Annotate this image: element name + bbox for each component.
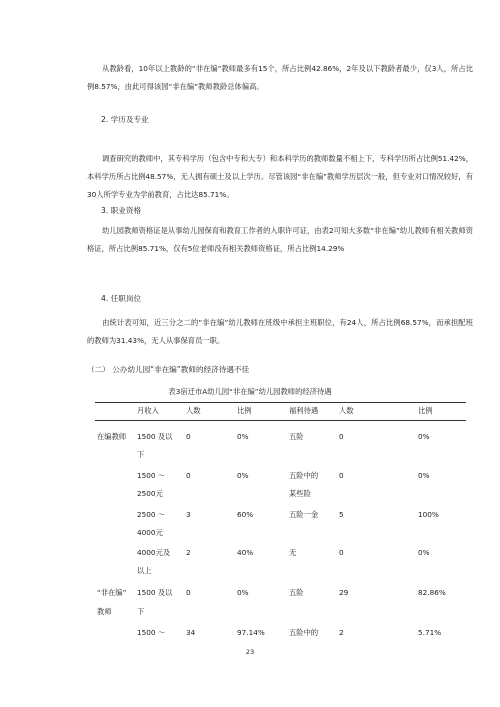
section-heading: （二） 公办幼儿园“非在编”教师的经济待遇不佳 [87, 365, 250, 374]
cell-income-cont: 4000元 [137, 528, 163, 537]
cell-welfare-ratio: 0% [418, 432, 430, 441]
cell-welfare-count: 2 [339, 628, 344, 637]
paragraph-position: 由统计表可知，近三分之二的“非在编”幼儿教师在班级中承担主班职位，有24人，所占比例68.57%，而承担配班的教师为31.43%，无人从事保育员一职。 [87, 318, 473, 345]
cell-welfare: 五险 [289, 432, 304, 441]
cell-income: 4000元及 [137, 548, 171, 557]
cell-welfare: 五险 [289, 588, 304, 597]
header-welfare: 福利待遇 [289, 406, 319, 415]
header-income: 月收入 [137, 406, 159, 415]
cell-ratio: 0% [237, 588, 249, 597]
table-header-rule [95, 420, 466, 421]
heading-education: 2. 学历及专业 [101, 115, 149, 124]
group-label-tenured: 在编教师 [97, 432, 127, 441]
page-number: 23 [245, 648, 255, 656]
cell-count: 2 [186, 548, 191, 557]
cell-income: 1500 ～ [137, 628, 166, 637]
cell-welfare: 五险中的 [289, 471, 319, 480]
cell-welfare-cont: 某些险 [289, 489, 311, 498]
cell-welfare-count: 0 [339, 432, 344, 441]
cell-ratio: 60% [237, 510, 254, 519]
cell-income: 2500 ～ [137, 510, 166, 519]
cell-ratio: 97.14% [237, 628, 265, 637]
cell-ratio: 40% [237, 548, 254, 557]
paragraph-education: 调查研究的教师中，其专科学历（包含中专和大专）和本科学历的教师数量不相上下，专科学历所占比例51.42%，本科学历所占比例48.57%，无人拥有硕士及以上学历。尽管该园“非在编”教师学历层次一般，但专业对口情况较好，有30人所学专业为学前教育，占比达85.71%。 [87, 154, 473, 199]
cell-income: 1500 ～ [137, 471, 166, 480]
cell-welfare: 无 [289, 548, 297, 557]
cell-welfare-count: 0 [339, 548, 344, 557]
table-caption: 表3宿迁市A幼儿园“非在编”幼儿园教师的经济待遇 [168, 387, 332, 396]
paragraph-teaching-years: 从教龄看，10年以上教龄的“非在编”教师最多有15个，所占比例42.86%，2年及以下教龄者最少，仅3人，所占比例8.57%，由此可得该园“非在编”教师教龄总体偏高。 [87, 64, 473, 91]
cell-income-cont: 下 [137, 450, 145, 459]
group-label-non-tenured-2: 教师 [97, 607, 112, 616]
cell-count: 0 [186, 588, 191, 597]
cell-welfare-ratio: 82.86% [418, 588, 446, 597]
cell-welfare-ratio: 5.71% [418, 628, 442, 637]
cell-welfare-count: 5 [339, 510, 344, 519]
header-welfare-count: 人数 [339, 406, 354, 415]
cell-income: 1500 及以 [137, 432, 173, 441]
cell-welfare-count: 29 [339, 588, 349, 597]
cell-welfare-count: 0 [339, 471, 344, 480]
heading-position: 4. 任职岗位 [101, 294, 142, 303]
cell-count: 3 [186, 510, 191, 519]
paragraph-qualification: 幼儿园教师资格证是从事幼儿园保育和教育工作者的入职许可证，由表2可知大多数“非在编”幼儿教师有相关教师资格证，所占比例85.71%，仅有5位老师没有相关教师资格证，所占比例14.29% [87, 226, 473, 253]
cell-count: 0 [186, 432, 191, 441]
cell-count: 34 [186, 628, 196, 637]
cell-welfare-ratio: 100% [418, 510, 439, 519]
group-label-non-tenured: “非在编” [97, 588, 127, 597]
header-count: 人数 [186, 406, 201, 415]
cell-income: 1500 及以 [137, 588, 173, 597]
cell-income-cont: 2500元 [137, 489, 163, 498]
cell-ratio: 0% [237, 432, 249, 441]
header-ratio: 比例 [237, 406, 252, 415]
cell-income-cont: 以上 [137, 566, 152, 575]
cell-welfare: 五险中的 [289, 628, 319, 637]
heading-qualification: 3. 职业资格 [101, 206, 142, 215]
cell-welfare: 五险一金 [289, 510, 319, 519]
cell-count: 0 [186, 471, 191, 480]
header-welfare-ratio: 比例 [418, 406, 433, 415]
cell-income-cont: 下 [137, 607, 145, 616]
cell-ratio: 0% [237, 471, 249, 480]
cell-welfare-ratio: 0% [418, 471, 430, 480]
cell-welfare-ratio: 0% [418, 548, 430, 557]
